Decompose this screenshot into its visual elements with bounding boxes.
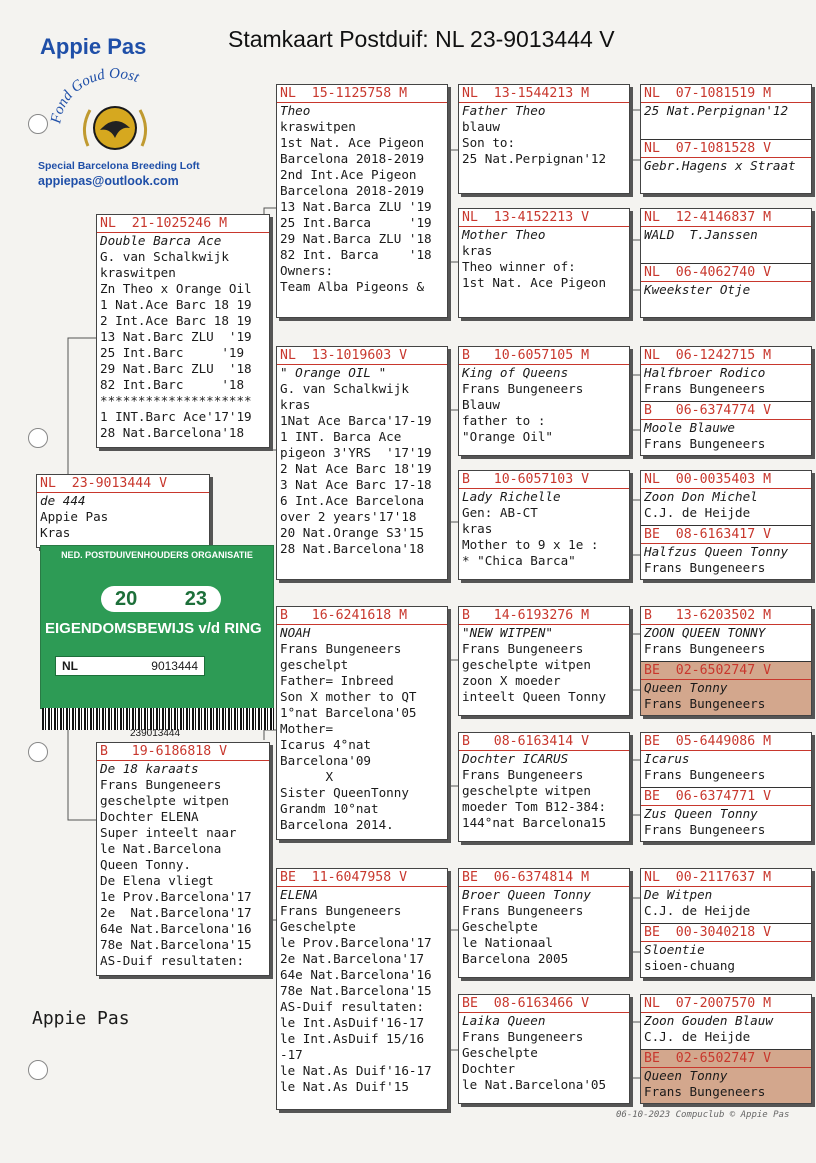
pigeon-name: Broer Queen Tonny — [462, 887, 591, 902]
pigeon-name: Queen Tonny — [644, 1068, 728, 1083]
pedigree-line: Barcelona'09 — [280, 753, 371, 768]
pedigree-line: 2e Nat.Barcelona'17 — [280, 951, 425, 966]
ring-id: NL 13-4152213 V — [459, 209, 629, 227]
ancestor-entry — [641, 525, 811, 579]
pedigree-line: X — [280, 769, 334, 784]
owner: Frans Bungeneers — [644, 436, 766, 451]
pedigree-line: Kras — [40, 525, 71, 540]
father-card — [96, 214, 270, 448]
pigeon-name: NOAH — [280, 625, 311, 640]
pigeon-name: Gebr.Hagens x Straat — [644, 158, 796, 173]
pedigree-line: 2nd Int.Ace Pigeon — [280, 167, 417, 182]
pedigree-line: 29 Nat.Barc ZLU '18 — [100, 361, 252, 376]
ring-id: BE 00-3040218 V — [641, 924, 811, 942]
ring-id: NL 15-1125758 M — [277, 85, 447, 103]
pedigree-line: kraswitpen — [280, 119, 356, 134]
pedigree-line: 1e Prov.Barcelona'17 — [100, 889, 252, 904]
pedigree-line: 1 Nat.Ace Barc 18 19 — [100, 297, 252, 312]
pedigree-line: geschelpt — [280, 657, 349, 672]
ring-id: BE 02-6502747 V — [641, 662, 811, 680]
ancestor-entry — [641, 209, 811, 263]
owner: C.J. de Heijde — [644, 505, 751, 520]
great-great-grandparent-pair — [640, 346, 812, 456]
ring-id: B 19-6186818 V — [97, 743, 269, 761]
pedigree-line: Geschelpte — [462, 919, 538, 934]
footer-name: Appie Pas — [32, 1008, 130, 1029]
pedigree-line: kras — [280, 397, 311, 412]
pedigree-line: 2 Nat Ace Barc 18'19 — [280, 461, 432, 476]
logo-subtitle: Special Barcelona Breeding Loft — [38, 160, 200, 172]
ring-id: NL 13-1544213 M — [459, 85, 629, 103]
ancestor-entry — [641, 263, 811, 317]
great-grandparent-card — [458, 346, 630, 456]
owner: Frans Bungeneers — [644, 641, 766, 656]
pedigree-line: le Int.AsDuif'16-17 — [280, 1015, 425, 1030]
pedigree-line: Queen Tonny. — [100, 857, 191, 872]
pedigree-line: Frans Bungeneers — [462, 767, 584, 782]
ancestor-entry — [641, 85, 811, 139]
ring-id: NL 13-1019603 V — [277, 347, 447, 365]
pedigree-line: Barcelona 2018-2019 — [280, 183, 425, 198]
ring-id: B 16-6241618 M — [277, 607, 447, 625]
pigeon-name: Halfzus Queen Tonny — [644, 544, 789, 559]
pigeon-name: Zoon Don Michel — [644, 489, 758, 504]
pedigree-line: Blauw — [462, 397, 500, 412]
ring-id: BE 05-6449086 M — [641, 733, 811, 751]
pigeon-name: Mother Theo — [462, 227, 546, 242]
pedigree-line: Barcelona 2014. — [280, 817, 394, 832]
ring-id: B 10-6057105 M — [459, 347, 629, 365]
pedigree-line: Dochter ELENA — [100, 809, 199, 824]
pedigree-line: 78e Nat.Barcelona'15 — [100, 937, 252, 952]
pigeon-name: Halfbroer Rodico — [644, 365, 766, 380]
great-great-grandparent-pair — [640, 470, 812, 580]
pigeon-name: Dochter ICARUS — [462, 751, 569, 766]
pigeon-name: ELENA — [280, 887, 318, 902]
subject-pigeon-card — [36, 474, 210, 548]
pedigree-line: inteelt Queen Tonny — [462, 689, 607, 704]
ring-country: NL — [62, 659, 78, 673]
pedigree-line: 2e Nat.Barcelona'17 — [100, 905, 252, 920]
great-grandparent-card — [458, 868, 630, 978]
pedigree-line: Sister QueenTonny — [280, 785, 409, 800]
grandparent-card — [276, 84, 448, 318]
ancestor-entry — [641, 661, 811, 715]
ring-label: EIGENDOMSBEWIJS v/d RING — [45, 620, 262, 637]
logo-email: appiepas@outlook.com — [38, 174, 179, 188]
pedigree-line: 20 Nat.Orange S3'15 — [280, 525, 425, 540]
pedigree-line: le Nat.As Duif'15 — [280, 1079, 409, 1094]
pedigree-line: G. van Schalkwijk — [280, 381, 409, 396]
pedigree-line: "Orange Oil" — [462, 429, 553, 444]
pedigree-line: over 2 years'17'18 — [280, 509, 417, 524]
ring-id: BE 06-6374771 V — [641, 788, 811, 806]
pedigree-line: Team Alba Pigeons & — [280, 279, 425, 294]
ancestor-entry — [641, 1049, 811, 1103]
owner: Frans Bungeneers — [644, 822, 766, 837]
pigeon-name: Icarus — [644, 751, 690, 766]
pedigree-line: ******************** — [100, 393, 252, 408]
pedigree-line: Son X mother to QT — [280, 689, 417, 704]
pedigree-line: Owners: — [280, 263, 334, 278]
pedigree-line: blauw — [462, 119, 500, 134]
ring-id: NL 23-9013444 V — [37, 475, 209, 493]
great-great-grandparent-pair — [640, 994, 812, 1104]
pigeon-name: ZOON QUEEN TONNY — [644, 625, 766, 640]
ancestor-entry — [641, 139, 811, 193]
ring-id: NL 00-2117637 M — [641, 869, 811, 887]
pedigree-line: 82 Int.Barc '18 — [100, 377, 245, 392]
ring-id: B 14-6193276 M — [459, 607, 629, 625]
ring-org: NED. POSTDUIVENHOUDERS ORGANISATIE — [61, 550, 253, 560]
pedigree-line: Father= Inbreed — [280, 673, 394, 688]
owner: Frans Bungeneers — [644, 767, 766, 782]
pedigree-line: 25 Nat.Perpignan'12 — [462, 151, 607, 166]
pedigree-line: 64e Nat.Barcelona'16 — [100, 921, 252, 936]
pedigree-line: Frans Bungeneers — [280, 903, 402, 918]
pedigree-line: kraswitpen — [100, 265, 176, 280]
ancestor-entry — [641, 607, 811, 661]
ring-id: BE 11-6047958 V — [277, 869, 447, 887]
pedigree-line: geschelpte witpen — [100, 793, 229, 808]
page-title: Stamkaart Postduif: NL 23-9013444 V — [228, 26, 615, 52]
pedigree-line: 25 Int.Barca '19 — [280, 215, 432, 230]
ring-id: NL 07-2007570 M — [641, 995, 811, 1013]
great-grandparent-card — [458, 470, 630, 580]
pedigree-line: le Int.AsDuif 15/16 — [280, 1031, 425, 1046]
pedigree-line: De Elena vliegt — [100, 873, 214, 888]
pedigree-line: 1st Nat. Ace Pigeon — [280, 135, 425, 150]
ring-id: NL 00-0035403 M — [641, 471, 811, 489]
pedigree-line: Frans Bungeneers — [462, 641, 584, 656]
pedigree-line: le Nat.Barcelona'05 — [462, 1077, 607, 1092]
pedigree-line: zoon X moeder — [462, 673, 561, 688]
ancestor-entry — [641, 347, 811, 401]
pedigree-line: 1 INT.Barc Ace'17'19 — [100, 409, 252, 424]
pigeon-name: Moole Blauwe — [644, 420, 735, 435]
ring-id: BE 06-6374814 M — [459, 869, 629, 887]
pedigree-line: * "Chica Barca" — [462, 553, 576, 568]
pedigree-line: Son to: — [462, 135, 516, 150]
pedigree-line: Frans Bungeneers — [462, 903, 584, 918]
logo-name: Appie Pas — [40, 34, 147, 59]
grandparent-card — [276, 606, 448, 840]
ancestor-entry — [641, 401, 811, 455]
great-great-grandparent-pair — [640, 732, 812, 842]
ancestor-entry — [641, 923, 811, 977]
pedigree-line: Grandm 10°nat — [280, 801, 379, 816]
pigeon-name: Father Theo — [462, 103, 546, 118]
ring-id: NL 07-1081519 M — [641, 85, 811, 103]
pedigree-line: Frans Bungeneers — [280, 641, 402, 656]
ring-id: NL 12-4146837 M — [641, 209, 811, 227]
pigeon-name: Zus Queen Tonny — [644, 806, 758, 821]
ring-id: NL 06-1242715 M — [641, 347, 811, 365]
pedigree-line: 82 Int. Barca '18 — [280, 247, 432, 262]
pedigree-line: AS-Duif resultaten: — [100, 953, 245, 968]
ring-id: BE 08-6163466 V — [459, 995, 629, 1013]
ring-id: BE 02-6502747 V — [641, 1050, 811, 1068]
pigeon-name: Zoon Gouden Blauw — [644, 1013, 773, 1028]
ring-number-field — [55, 656, 205, 676]
great-great-grandparent-pair — [640, 208, 812, 318]
pigeon-name: De 18 karaats — [100, 761, 199, 776]
pedigree-line: Mother= — [280, 721, 334, 736]
owner: Frans Bungeneers — [644, 381, 766, 396]
pedigree-line: Theo winner of: — [462, 259, 576, 274]
pedigree-line: 144°nat Barcelona15 — [462, 815, 607, 830]
pedigree-line: Dochter — [462, 1061, 516, 1076]
grandparent-card — [276, 868, 448, 1110]
ring-id: B 06-6374774 V — [641, 402, 811, 420]
ring-id: NL 07-1081528 V — [641, 140, 811, 158]
great-great-grandparent-pair — [640, 84, 812, 194]
pedigree-line: 64e Nat.Barcelona'16 — [280, 967, 432, 982]
ownership-ring-card — [40, 545, 274, 709]
great-grandparent-card — [458, 606, 630, 716]
pigeon-name: Sloentie — [644, 942, 705, 957]
pedigree-line: Barcelona 2005 — [462, 951, 569, 966]
ancestor-entry — [641, 787, 811, 841]
pigeon-name: " Orange OIL " — [280, 365, 387, 380]
pedigree-line: 28 Nat.Barcelona'18 — [100, 425, 245, 440]
pedigree-line: le Nat.Barcelona — [100, 841, 222, 856]
barcode — [42, 708, 274, 730]
pedigree-line: Frans Bungeneers — [462, 381, 584, 396]
ring-id: B 08-6163414 V — [459, 733, 629, 751]
pedigree-line: le Nationaal — [462, 935, 553, 950]
pedigree-line: Gen: AB-CT — [462, 505, 538, 520]
pedigree-line: le Nat.As Duif'16-17 — [280, 1063, 432, 1078]
pedigree-line: 6 Int.Ace Barcelona — [280, 493, 425, 508]
pedigree-line: pigeon 3'YRS '17'19 — [280, 445, 432, 460]
pedigree-line: de 444 — [40, 493, 86, 508]
owner: Frans Bungeneers — [644, 560, 766, 575]
pigeon-name: Kweekster Otje — [644, 282, 751, 297]
pigeon-name: 25 Nat.Perpignan'12 — [644, 103, 789, 118]
pigeon-name: Queen Tonny — [644, 680, 728, 695]
ring-id: NL 06-4062740 V — [641, 264, 811, 282]
pedigree-line: 1Nat Ace Barca'17-19 — [280, 413, 432, 428]
pedigree-line: le Prov.Barcelona'17 — [280, 935, 432, 950]
pedigree-line: Appie Pas — [40, 509, 109, 524]
pedigree-line: kras — [462, 521, 493, 536]
owner: C.J. de Heijde — [644, 1029, 751, 1044]
barcode-number: 239013444 — [130, 728, 181, 739]
pedigree-line: 29 Nat.Barca ZLU '18 — [280, 231, 432, 246]
ancestor-entry — [641, 995, 811, 1049]
ring-year — [101, 586, 221, 612]
pedigree-line: Frans Bungeneers — [100, 777, 222, 792]
pigeon-name: De Witpen — [644, 887, 713, 902]
pedigree-line: father to : — [462, 413, 546, 428]
ancestor-entry — [641, 733, 811, 787]
great-grandparent-card — [458, 208, 630, 318]
pedigree-line: 3 Nat Ace Barc 17-18 — [280, 477, 432, 492]
ring-id: BE 08-6163417 V — [641, 526, 811, 544]
pedigree-line: Geschelpte — [280, 919, 356, 934]
pedigree-line: 13 Nat.Barc ZLU '19 — [100, 329, 252, 344]
footer-credit: 06-10-2023 Compuclub © Appie Pas — [616, 1110, 790, 1120]
ring-number: 9013444 — [151, 659, 198, 673]
pedigree-line: -17 — [280, 1047, 303, 1062]
great-grandparent-card — [458, 732, 630, 842]
great-grandparent-card — [458, 84, 630, 194]
pedigree-line: moeder Tom B12-384: — [462, 799, 607, 814]
pedigree-line: G. van Schalkwijk — [100, 249, 229, 264]
great-great-grandparent-pair — [640, 868, 812, 978]
owner: Frans Bungeneers — [644, 1084, 766, 1099]
ring-id: NL 21-1025246 M — [97, 215, 269, 233]
ring-year-right: 23 — [184, 587, 207, 610]
pigeon-name: Lady Richelle — [462, 489, 561, 504]
owner: Frans Bungeneers — [644, 696, 766, 711]
svg-text:Fond Goud Oost: Fond Goud Oost — [48, 65, 142, 125]
pigeon-name: Double Barca Ace — [100, 233, 222, 248]
pedigree-line: 28 Nat.Barcelona'18 — [280, 541, 425, 556]
pedigree-line: Super inteelt naar — [100, 825, 237, 840]
pigeon-name: WALD T.Janssen — [644, 227, 758, 242]
pedigree-line: kras — [462, 243, 493, 258]
pedigree-line: 1st Nat. Ace Pigeon — [462, 275, 607, 290]
pedigree-line: Zn Theo x Orange Oil — [100, 281, 252, 296]
pigeon-name: "NEW WITPEN" — [462, 625, 553, 640]
owner: C.J. de Heijde — [644, 903, 751, 918]
ancestor-entry — [641, 471, 811, 525]
great-grandparent-card — [458, 994, 630, 1104]
pedigree-line: Mother to 9 x 1e : — [462, 537, 599, 552]
pedigree-line: 1 INT. Barca Ace — [280, 429, 402, 444]
pedigree-line: 13 Nat.Barca ZLU '19 — [280, 199, 432, 214]
pedigree-line: Barcelona 2018-2019 — [280, 151, 425, 166]
pedigree-line: Frans Bungeneers — [462, 1029, 584, 1044]
ring-id: B 10-6057103 V — [459, 471, 629, 489]
pedigree-line: AS-Duif resultaten: — [280, 999, 425, 1014]
pedigree-line: 2 Int.Ace Barc 18 19 — [100, 313, 252, 328]
pigeon-name: Laika Queen — [462, 1013, 546, 1028]
ring-id: B 13-6203502 M — [641, 607, 811, 625]
pedigree-line: geschelpte witpen — [462, 783, 591, 798]
great-great-grandparent-pair — [640, 606, 812, 716]
pedigree-line: 1°nat Barcelona'05 — [280, 705, 417, 720]
pedigree-line: Icarus 4°nat — [280, 737, 371, 752]
pigeon-name: King of Queens — [462, 365, 569, 380]
pedigree-line: 25 Int.Barc '19 — [100, 345, 245, 360]
ancestor-entry — [641, 869, 811, 923]
ring-year-left: 20 — [115, 587, 138, 610]
mother-card — [96, 742, 270, 976]
pedigree-line: Geschelpte — [462, 1045, 538, 1060]
pedigree-line: 78e Nat.Barcelona'15 — [280, 983, 432, 998]
grandparent-card — [276, 346, 448, 580]
pedigree-line: geschelpte witpen — [462, 657, 591, 672]
pigeon-name: Theo — [280, 103, 311, 118]
owner: sioen-chuang — [644, 958, 735, 973]
